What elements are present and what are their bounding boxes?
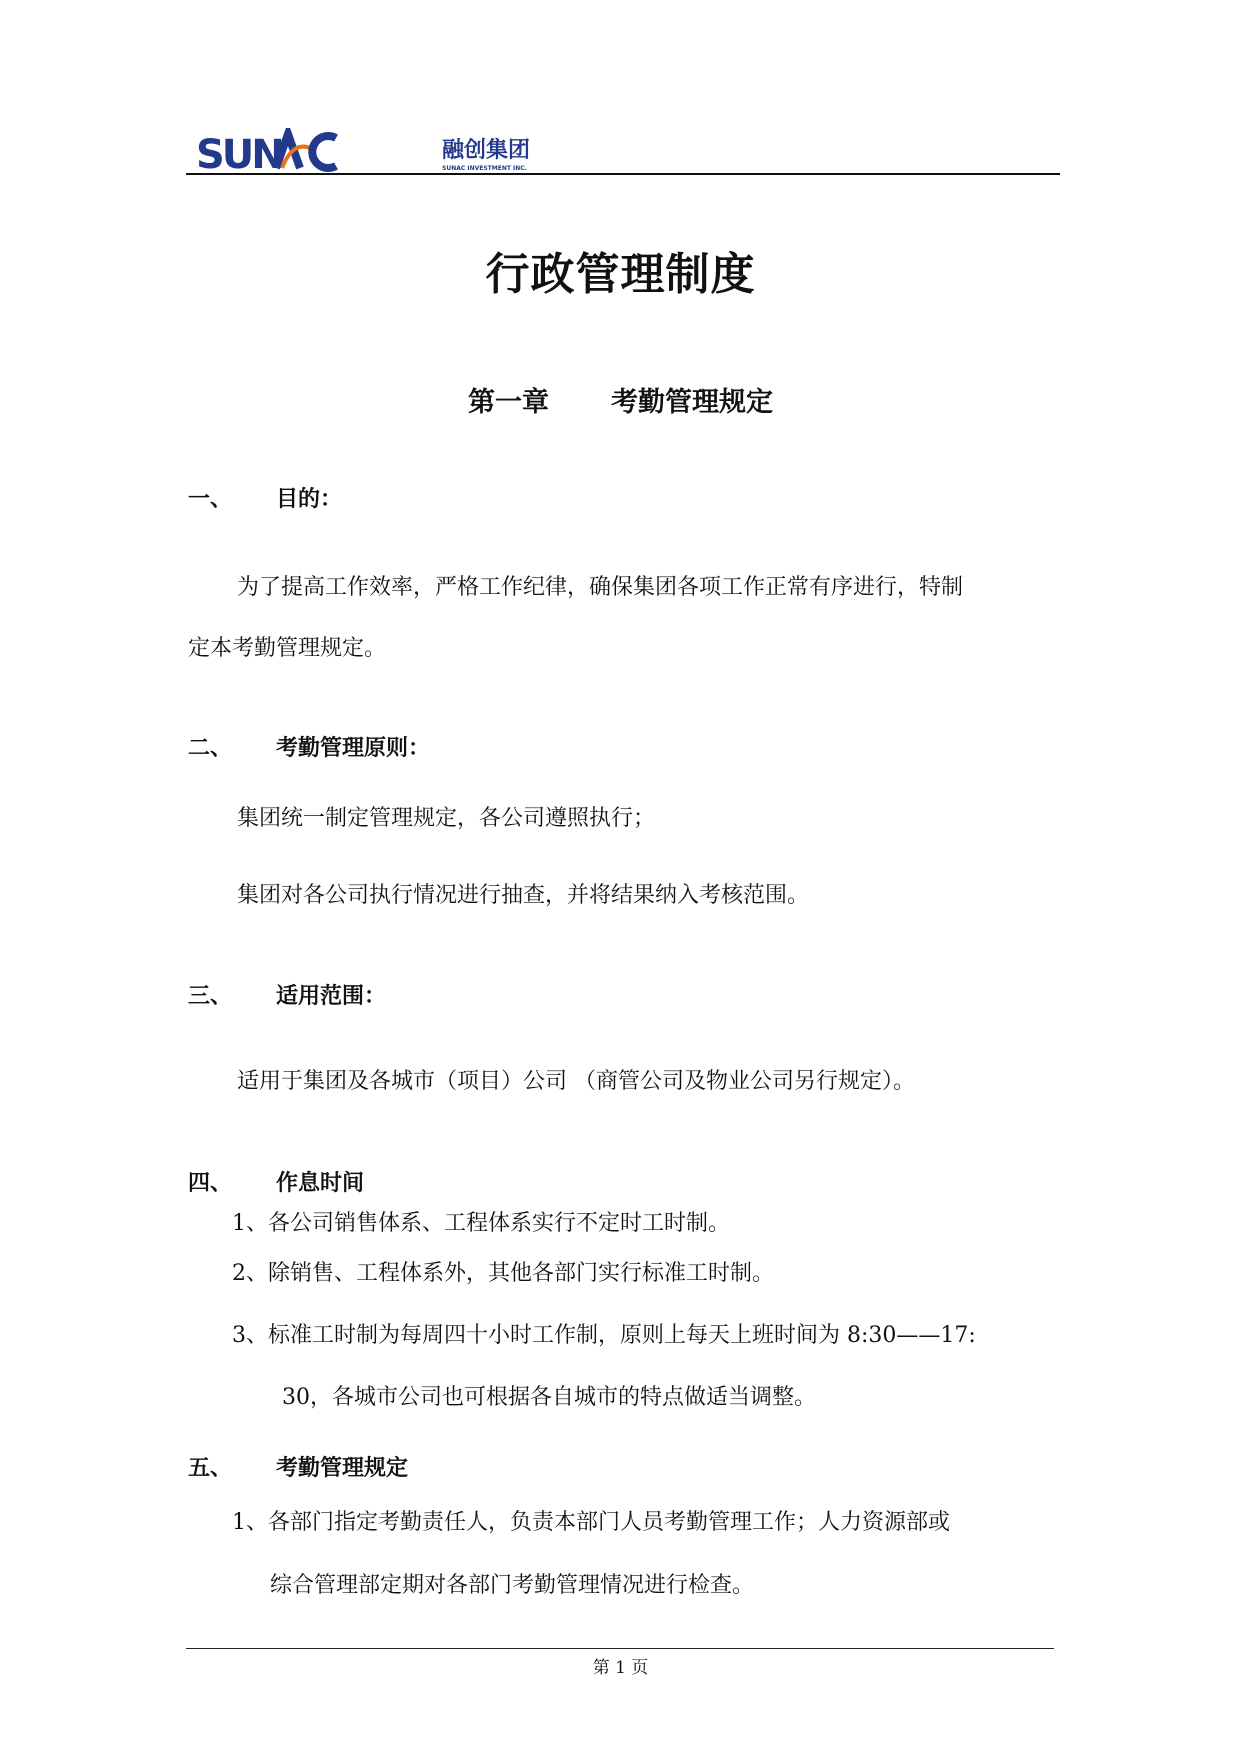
- footer-rule: [186, 1648, 1054, 1649]
- company-logo: [196, 128, 530, 174]
- paragraph-line: 集团统一制定管理规定，各公司遵照执行；: [237, 806, 656, 831]
- paragraph-line: 适用于集团及各城市（项目）公司 （商管公司及物业公司另行规定）。: [237, 1069, 915, 1094]
- section-title: 作息时间: [276, 1171, 365, 1196]
- sunac-logo-icon: [196, 128, 436, 174]
- list-item: 1、各部门指定考勤责任人，负责本部门人员考勤管理工作；人力资源部或: [232, 1510, 950, 1535]
- section-title: 考勤管理规定: [276, 1456, 409, 1481]
- section-number: 四、: [188, 1171, 233, 1196]
- section-heading: [188, 1451, 408, 1482]
- section-number: 一、: [188, 487, 233, 512]
- section-title: 目的：: [276, 487, 343, 512]
- logo-english-subtitle: SUNAC INVESTMENT INC.: [442, 165, 527, 172]
- section-number: 二、: [188, 736, 233, 761]
- list-item: 1、各公司销售体系、工程体系实行不定时工时制。: [232, 1211, 730, 1236]
- list-item: 2、除销售、工程体系外，其他各部门实行标准工时制。: [232, 1261, 774, 1286]
- section-number: 五、: [188, 1456, 233, 1481]
- paragraph-line: 为了提高工作效率，严格工作纪律，确保集团各项工作正常有序进行，特制: [237, 575, 964, 600]
- section-heading: [188, 979, 386, 1010]
- section-heading: [188, 731, 430, 762]
- section-title: 考勤管理原则：: [276, 736, 431, 761]
- section-number: 三、: [188, 984, 233, 1009]
- list-item: 3、标准工时制为每周四十小时工作制，原则上每天上班时间为 8:30——17:: [232, 1323, 976, 1348]
- chapter-number: 第一章: [468, 387, 549, 418]
- logo-chinese-name: 融创集团: [442, 138, 531, 163]
- chapter-heading: [0, 380, 1241, 419]
- list-item-continuation: 30，各城市公司也可根据各自城市的特点做适当调整。: [282, 1385, 816, 1410]
- paragraph-line: 集团对各公司执行情况进行抽查，并将结果纳入考核范围。: [237, 883, 810, 908]
- svg-text:SUN: SUN: [196, 132, 282, 174]
- section-heading: [188, 1166, 364, 1197]
- section-title: 适用范围：: [276, 984, 387, 1009]
- paragraph-line: 定本考勤管理规定。: [188, 636, 387, 661]
- chapter-name: 考勤管理规定: [611, 387, 773, 418]
- header-rule: [186, 173, 1060, 175]
- page-number: 第 1 页: [592, 1658, 649, 1678]
- section-heading: [188, 482, 342, 513]
- list-item-continuation: 综合管理部定期对各部门考勤管理情况进行检查。: [270, 1573, 755, 1598]
- document-title: 行政管理制度: [485, 249, 756, 300]
